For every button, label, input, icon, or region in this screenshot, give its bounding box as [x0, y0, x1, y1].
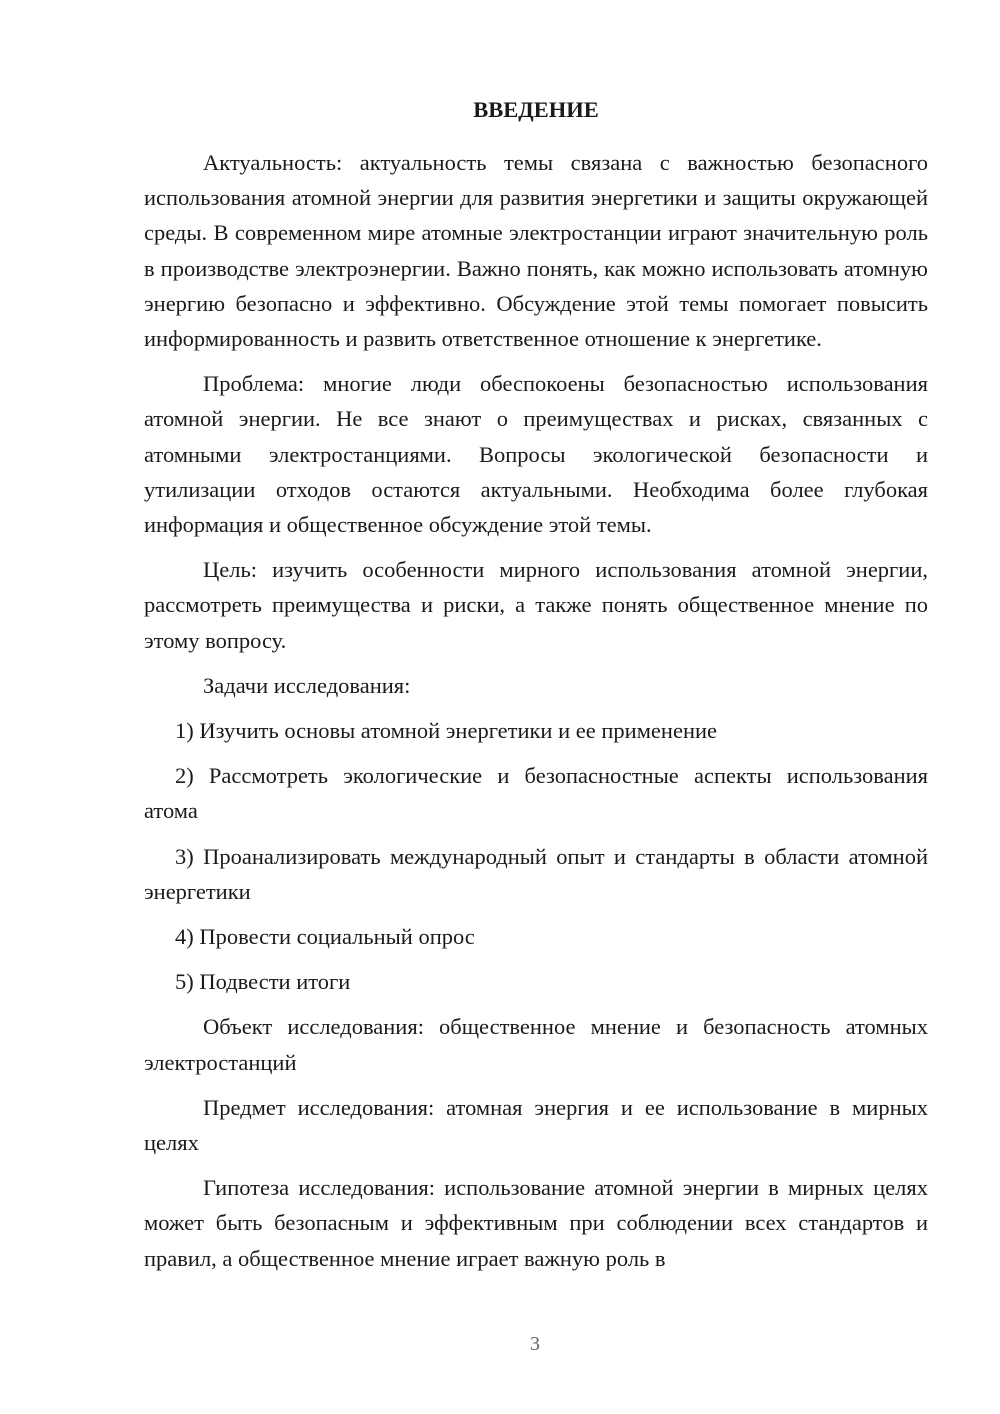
- task-item-4: 4) Провести социальный опрос: [175, 924, 475, 950]
- paragraph-subject: Предмет исследования: атомная энергия и ее использование в мирных целях: [144, 1094, 928, 1156]
- paragraph-goal: Цель: изучить особенности мирного использования атомной энергии, рассмотреть преимущества и риски, а также понять общественное мнение по этому вопросу.: [144, 557, 928, 653]
- task-item-1: 1) Изучить основы атомной энергетики и ее применение: [175, 718, 718, 744]
- page-number: 3: [530, 1333, 540, 1355]
- paragraph-relevance: Актуальность: актуальность темы связана с важностью безопасного использования атомной энергии для развития энергетики и защиты окружающей среды. В современном мире атомные электростанции играют значительную роль в производстве электроэнергии. Важно понять, как можно использовать атомную энергию безопасно и эффективно. Обсуждение этой темы помогает повысить информированность и развить ответственное отношение к энергетике.: [144, 150, 928, 352]
- page-title: ВВЕДЕНИЕ: [473, 97, 599, 122]
- task-item-5: 5) Подвести итоги: [175, 969, 351, 995]
- tasks-heading: Задачи исследования:: [203, 672, 411, 698]
- page-content: [144, 92, 928, 1286]
- paragraph-hypothesis: Гипотеза исследования: использование атомной энергии в мирных целях может быть безопасным и эффективным при соблюдении всех стандартов и правил, а общественное мнение играет важную роль в: [144, 1175, 928, 1271]
- task-item-2: 2) Рассмотреть экологические и безопасностные аспекты использования атома: [144, 763, 928, 824]
- paragraph-object: Объект исследования: общественное мнение и безопасность атомных электростанций: [144, 1014, 928, 1075]
- task-item-3: 3) Проанализировать международный опыт и стандарты в области атомной энергетики: [144, 843, 928, 904]
- paragraph-problem: Проблема: многие люди обеспокоены безопасностью использования атомной энергии. Не все знают о преимуществах и рисках, связанных с атомными электростанциями. Вопросы экологической безопасности и утилизации отходов остаются актуальными. Необходима более глубокая информация и общественное обсуждение этой темы.: [144, 371, 928, 538]
